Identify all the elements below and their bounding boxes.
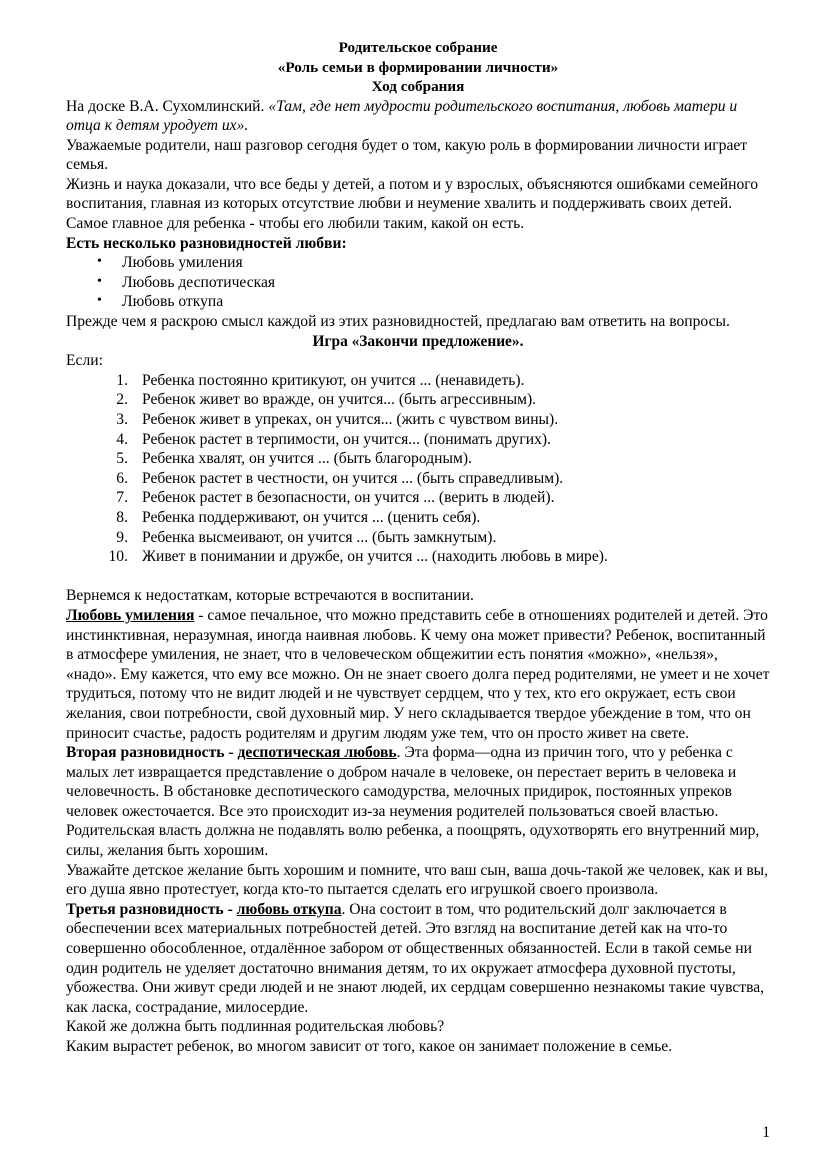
list-item: Ребенок живет в упреках, он учится... (жить с чувством вины). [142, 411, 559, 428]
section-two-lead: Вторая разновидность - [66, 744, 238, 762]
list-item: Ребенок растет в честности, он учится ... (быть справедливым). [142, 469, 564, 487]
parental-power-paragraph: Родительская власть должна не подавлять волю ребенка, а поощрять, одухотворять его внутренний мир, силы, желания быть хорошим. [66, 822, 760, 860]
section-one-body: - самое печальное, что можно представить себе в отношениях родителей и детей. Это инстинктивная, неразумная, иногда наивная любовь. К чему она может привести? Ребенок, воспитанный в атмосфере умиления, не знает, что в человеческом общежитии есть понятия «можно», «нельзя», «надо». Ему кажется, что ему все можно. Он не знает своего долга перед родителями, не умеет и не хочет трудиться, потому что не видит людей и не чувствует сердцем, что у тех, кто его окружает, есть свои желания, свои потребности, свой духовный мир. У него складывается твердое убеждение в том, что он приносит счастье, радость родителям и другим людям уже тем, что он просто живет на свете. [66, 606, 770, 742]
game-title: Игра «Закончи предложение». [312, 332, 524, 350]
list-item: Ребенка хвалят, он учится ... (быть благородным). [142, 450, 472, 468]
quote-paragraph [66, 97, 770, 136]
game-questions-list [66, 371, 770, 567]
intro-paragraph-1: Уважаемые родители, наш разговор сегодня будет о том, какую роль в формировании личности играет семья. [66, 136, 748, 174]
intro-paragraph-3: Самое главное для ребенка - чтобы его любили таким, какой он есть. [66, 215, 525, 233]
if-label: Если: [66, 352, 103, 370]
title-line-2: «Роль семьи в формировании личности» [277, 58, 559, 76]
list-item: • Любовь откупа [66, 292, 770, 312]
return-to-flaws-line: Вернемся к недостаткам, которые встречаются в воспитании. [66, 587, 474, 605]
section-despotic-love [66, 743, 770, 821]
section-two-heading: деспотическая любовь [237, 744, 397, 762]
quote-intro-text: На доске В.А. Сухомлинский. [66, 97, 269, 115]
intro-paragraph-2: Жизнь и наука доказали, что все беды у детей, а потом и у взрослых, объясняются ошибками семейного воспитания, главная из которых отсутствие любви и неумение хвалить и поддерживать своих детей. [66, 175, 759, 213]
section-love-of-ransom [66, 900, 770, 1018]
title-line-1: Родительское собрание [338, 39, 498, 56]
list-item: • Любовь умиления [66, 253, 770, 273]
section-three-heading: любовь откупа [236, 900, 342, 918]
section-love-of-tenderness [66, 606, 770, 743]
list-item: Ребенка постоянно критикуют, он учится ... (ненавидеть). [142, 371, 525, 389]
list-item: Ребенок растет в терпимости, он учится... (понимать других). [142, 430, 551, 448]
section-three-body: . Она состоит в том, что родительский долг заключается в обеспечении всех материальных потребностей детей. Это взгляд на воспитание детей как на что-то совершенно обособленное, отдалённое забором от общественных обязанностей. Если в такой семье ни один родитель не уделяет достаточно внимания детям, то их окружает атмосфера духовной пустоты, убожества. Они живут среди людей и не знают людей, их сердцам совершенно незнакомы такие чувства, как ласка, сострадание, милосердие. [66, 900, 765, 1016]
closing-line-2: Каким вырастет ребенок, во многом зависит от того, какое он занимает положение в семье. [66, 1038, 673, 1055]
kinds-of-love-list [66, 253, 770, 312]
before-game-line: Прежде чем я раскрою смысл каждой из этих разновидностей, предлагаю вам ответить на вопросы. [66, 313, 730, 331]
title-line-3: Ход собрания [371, 78, 465, 95]
respect-child-paragraph: Уважайте детское желание быть хорошим и помните, что ваш сын, ваша дочь-такой же человек, как и вы, его душа явно протестует, когда кто-то пытается сделать его игрушкой своего произвола. [66, 861, 769, 899]
page-number: 1 [762, 1124, 770, 1141]
list-item: Ребенка высмеивают, он учится ... (быть замкнутым). [142, 528, 497, 546]
section-two-body: . Эта форма—одна из причин того, что у ребенка с малых лет извращается представление о добром начале в человеке, он перестает верить в человека и человечность. В обстановке деспотического самодурства, мелочных придирок, постоянных упреков человек ожесточается. Все это происходит из-за неумения родителей пользоваться своей властью. [66, 744, 737, 820]
list-item: Ребенок растет в безопасности, он учится ... (верить в людей). [142, 489, 555, 507]
kinds-of-love-heading: Есть несколько разновидностей любви: [66, 234, 347, 252]
sukhomlinsky-quote: «Там, где нет мудрости родительского воспитания, любовь матери и отца к детям уродует их». [66, 97, 738, 135]
list-item: Живет в понимании и дружбе, он учится ... (находить любовь в мире). [142, 548, 608, 566]
list-item: Ребенка поддерживают, он учится ... (ценить себя). [142, 508, 481, 526]
list-item: • Любовь деспотическая [66, 273, 770, 293]
document-title-block [66, 38, 770, 97]
spacer [66, 567, 770, 587]
list-item: Ребенок живет во вражде, он учится... (быть агрессивным). [142, 391, 537, 409]
closing-line-1: Какой же должна быть подлинная родительская любовь? [66, 1018, 445, 1036]
section-one-heading: Любовь умиления [66, 606, 195, 624]
section-three-lead: Третья разновидность - [66, 900, 237, 918]
